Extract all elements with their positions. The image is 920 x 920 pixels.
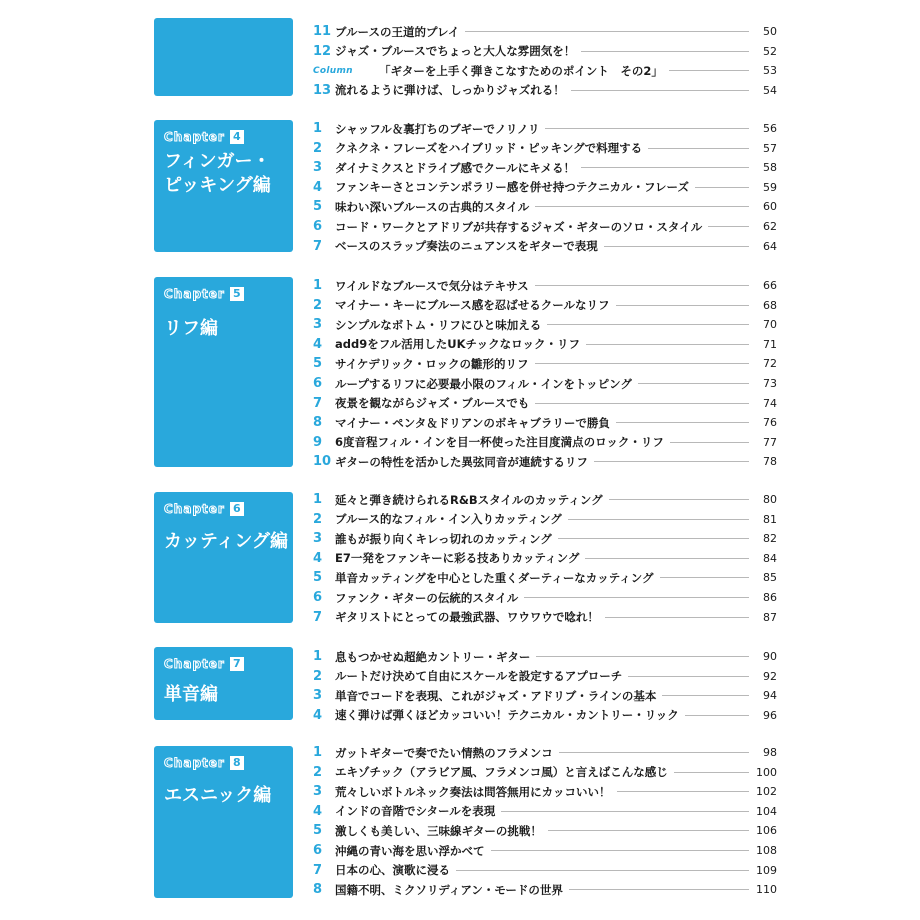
entry-number: 4 [313, 803, 323, 819]
entry-page-number: 84 [763, 551, 777, 565]
entry-page-number: 66 [763, 279, 777, 292]
entry-title: ジャズ・ブルースでちょっと大人な雰囲気を！ [335, 44, 576, 59]
leader-line [638, 383, 749, 384]
entry-page-number: 72 [763, 357, 777, 371]
entry-title: コード・ワークとアドリブが共存するジャズ・ギターのソロ・スタイル [335, 219, 703, 234]
entry-title: 荒々しいボトルネック奏法は問答無用にカッコいい！ [335, 784, 611, 799]
chapter-number: 5 [230, 287, 244, 301]
toc-entry[interactable] [313, 743, 777, 762]
entry-number: 12 [313, 43, 332, 59]
entry-number: 6 [313, 590, 323, 605]
entry-title: 「ギターを上手く弾きこなすためのポイント その2」 [379, 63, 663, 78]
leader-line [535, 403, 749, 404]
toc-entry[interactable] [313, 841, 777, 860]
entry-page-number: 106 [756, 824, 777, 838]
leader-line [559, 752, 749, 753]
entry-title: ブルースの王道的プレイ [335, 24, 460, 39]
entry-number: 1 [313, 492, 323, 507]
toc-entry[interactable] [313, 686, 777, 705]
toc-entry[interactable] [313, 61, 777, 80]
toc-entry[interactable] [313, 588, 777, 607]
entry-page-number: 56 [763, 122, 777, 135]
entry-number: 3 [313, 688, 323, 704]
entry-page-number: 76 [763, 416, 777, 430]
toc-entry[interactable] [313, 81, 777, 100]
entry-title: 6度音程フィル・インを目一杯使った注目度満点のロック・リフ [335, 435, 664, 450]
entry-number: 5 [313, 199, 323, 215]
entry-title: 日本の心、演歌に浸る [335, 863, 450, 878]
entry-title: 国籍不明、ミクソリディアン・モードの世界 [335, 882, 563, 897]
entry-number: 7 [313, 238, 323, 254]
chapter-title: フィンガー・ ピッキング編 [164, 151, 271, 196]
entry-page-number: 59 [763, 180, 777, 194]
leader-line [585, 558, 749, 559]
chapter-title: カッティング編 [164, 531, 289, 552]
entry-title: クネクネ・フレーズをハイブリッド・ピッキングで料理する [335, 141, 643, 156]
leader-line [547, 324, 749, 325]
entry-number: 1 [313, 745, 323, 760]
entry-page-number: 92 [763, 669, 777, 683]
entry-number: 1 [313, 649, 323, 664]
toc-entry[interactable] [313, 647, 777, 666]
entry-title: 味わい深いブルースの古典的スタイル [335, 199, 530, 214]
entry-page-number: 100 [756, 765, 777, 779]
leader-line [662, 695, 749, 696]
entry-number: 11 [313, 24, 332, 39]
toc-entry[interactable] [313, 42, 777, 61]
entry-number: 6 [313, 376, 323, 391]
entry-title: ギタリストにとっての最強武器、ワウワウで唸れ！ [335, 610, 599, 625]
entry-number: 1 [313, 278, 323, 293]
leader-line [536, 656, 749, 657]
entry-number: Column [313, 65, 353, 76]
entry-number: 1 [313, 121, 323, 136]
entry-title: ギターの特性を活かした異弦同音が連続するリフ [335, 454, 588, 469]
leader-line [569, 889, 749, 890]
toc-entry[interactable] [313, 22, 777, 41]
entry-title: インドの音階でシタールを表現 [335, 804, 496, 819]
entry-title: 単音カッティングを中心とした重くダーティーなカッティング [335, 570, 654, 585]
entry-number: 7 [313, 395, 323, 411]
toc-entry[interactable] [313, 510, 777, 529]
entry-title: ファンキーさとコンテンポラリー感を併せ持つテクニカル・フレーズ [335, 180, 689, 195]
toc-entry[interactable] [313, 763, 777, 782]
entry-page-number: 87 [763, 610, 777, 624]
toc-entry[interactable] [313, 237, 777, 256]
toc-entry[interactable] [313, 335, 777, 354]
leader-line [616, 305, 749, 306]
leader-line [524, 597, 749, 598]
entry-page-number: 94 [763, 689, 777, 703]
entry-title: シンプルなボトム・リフにひと味加える [335, 317, 542, 332]
entry-page-number: 109 [756, 863, 777, 877]
entry-title: マイナー・キーにブルース感を忍ばせるクールなリフ [335, 298, 610, 313]
entry-number: 7 [313, 862, 323, 878]
chapter-box [154, 277, 293, 467]
entry-number: 2 [313, 297, 323, 313]
entry-page-number: 73 [763, 377, 777, 390]
entry-title: 流れるように弾けば、しっかりジャズれる！ [335, 83, 565, 98]
entry-title: 誰もが振り向くキレっ切れのカッティング [335, 531, 552, 546]
entry-title: ファンク・ギターの伝統的スタイル [335, 590, 519, 605]
entry-title: サイケデリック・ロックの雛形的リフ [335, 356, 529, 371]
entry-number: 4 [313, 179, 323, 195]
chapter-title: 単音編 [164, 684, 218, 705]
entry-page-number: 58 [763, 161, 777, 175]
toc-entry[interactable] [313, 568, 777, 587]
entry-page-number: 60 [763, 200, 777, 214]
leader-line [670, 442, 749, 443]
leader-line [586, 344, 749, 345]
entry-number: 3 [313, 317, 323, 333]
toc-entry[interactable] [313, 608, 777, 627]
toc-entry[interactable] [313, 119, 777, 138]
entry-number: 13 [313, 82, 332, 98]
chapter-label [164, 287, 244, 301]
entry-page-number: 104 [756, 804, 777, 818]
toc-entry[interactable] [313, 880, 777, 899]
toc-entry[interactable] [313, 802, 777, 821]
entry-title: ガットギターで奏でたい情熱のフラメンコ [335, 745, 553, 760]
entry-title: add9をフル活用したUKチックなロック・リフ [335, 337, 580, 352]
entry-number: 7 [313, 609, 323, 625]
entry-page-number: 110 [756, 883, 777, 897]
chapter-box [154, 647, 293, 720]
chapter-title: エスニック編 [164, 785, 272, 806]
leader-line [571, 90, 749, 91]
entry-page-number: 96 [763, 708, 777, 722]
entry-number: 5 [313, 570, 323, 586]
entry-title: シャッフル＆裏打ちのブギーでノリノリ [335, 121, 540, 136]
chapter-number: 7 [230, 657, 244, 671]
leader-line [669, 70, 749, 71]
entry-number: 2 [313, 140, 323, 156]
leader-line [535, 285, 749, 286]
toc-entry[interactable] [313, 374, 777, 393]
entry-page-number: 108 [756, 844, 777, 857]
entry-page-number: 77 [763, 435, 777, 449]
chapter-word: Chapter [164, 657, 225, 671]
leader-line [456, 870, 749, 871]
toc-entry[interactable] [313, 217, 777, 236]
toc-entry[interactable] [313, 139, 777, 158]
toc-entry[interactable] [313, 354, 777, 373]
chapter-label [164, 657, 244, 671]
chapter-word: Chapter [164, 287, 225, 301]
entry-title: 速く弾けば弾くほどカッコいい！テクニカル・カントリー・リック [335, 708, 679, 723]
leader-line [708, 226, 749, 227]
entry-number: 2 [313, 764, 323, 780]
entry-title: 夜景を観ながらジャズ・ブルースでも [335, 396, 530, 411]
entry-page-number: 85 [763, 571, 777, 585]
entry-title: 息もつかせぬ超絶カントリー・ギター [335, 649, 531, 664]
entry-title: E7一発をファンキーに彩る技ありカッティング [335, 551, 580, 566]
toc-entry[interactable] [313, 394, 777, 413]
leader-line [609, 499, 749, 500]
entry-title: ルートだけ決めて自由にスケールを設定するアプローチ [335, 669, 623, 684]
entry-page-number: 50 [763, 25, 777, 38]
toc-entry[interactable] [313, 821, 777, 840]
leader-line [558, 538, 749, 539]
chapter-number: 4 [230, 130, 244, 144]
entry-number: 2 [313, 668, 323, 684]
entry-title: 激しくも美しい、三味線ギターの挑戦！ [335, 823, 542, 838]
leader-line [548, 830, 749, 831]
entry-number: 3 [313, 531, 323, 547]
entry-page-number: 64 [763, 239, 777, 253]
chapter-word: Chapter [164, 502, 225, 516]
toc-entry[interactable] [313, 782, 777, 801]
toc-entry[interactable] [313, 296, 777, 315]
entry-title: 沖縄の青い海を思い浮かべて [335, 843, 485, 858]
entry-number: 5 [313, 356, 323, 372]
entry-page-number: 70 [763, 318, 777, 332]
toc-entry[interactable] [313, 706, 777, 725]
entry-page-number: 98 [763, 746, 777, 759]
entry-page-number: 52 [763, 44, 777, 58]
entry-number: 3 [313, 160, 323, 176]
entry-title: ブルース的なフィル・イン入りカッティング [335, 512, 562, 527]
leader-line [605, 617, 749, 618]
chapter-box [154, 746, 293, 898]
chapter-word: Chapter [164, 130, 225, 144]
entry-number: 6 [313, 843, 323, 858]
chapter-box [154, 492, 293, 623]
entry-title: エキゾチック（アラビア風、フラメンコ風）と言えばこんな感じ [335, 765, 668, 780]
chapter-number: 8 [230, 756, 244, 770]
toc-entry[interactable] [313, 490, 777, 509]
entry-title: ダイナミクスとドライブ感でクールにキメる！ [335, 160, 576, 175]
leader-line [616, 422, 749, 423]
toc-entry[interactable] [313, 178, 777, 197]
toc-entry[interactable] [313, 315, 777, 334]
leader-line [501, 811, 749, 812]
leader-line [594, 461, 749, 462]
entry-page-number: 68 [763, 298, 777, 312]
entry-number: 6 [313, 219, 323, 234]
entry-page-number: 82 [763, 532, 777, 546]
toc-entry[interactable] [313, 529, 777, 548]
leader-line [617, 791, 749, 792]
entry-title: ワイルドなブルースで気分はテキサス [335, 278, 529, 293]
leader-line [535, 363, 749, 364]
entry-title: ベースのスラップ奏法のニュアンスをギターで表現 [335, 239, 598, 254]
entry-title: 延々と弾き続けられるR&Bスタイルのカッティング [335, 492, 603, 507]
entry-number: 8 [313, 415, 323, 431]
entry-page-number: 78 [763, 455, 777, 469]
leader-line [628, 676, 749, 677]
entry-number: 10 [313, 454, 332, 470]
leader-line [581, 167, 749, 168]
toc-entry[interactable] [313, 861, 777, 880]
entry-number: 3 [313, 784, 323, 800]
chapter-box [154, 120, 293, 252]
leader-line [465, 31, 749, 32]
chapter-label [164, 130, 244, 144]
entry-page-number: 57 [763, 141, 777, 155]
toc-entry[interactable] [313, 433, 777, 452]
toc-entry[interactable] [313, 197, 777, 216]
leader-line [568, 519, 749, 520]
entry-title: 単音でコードを表現、これがジャズ・アドリブ・ラインの基本 [335, 688, 657, 703]
entry-page-number: 86 [763, 591, 777, 604]
leader-line [535, 206, 749, 207]
leader-line [581, 51, 749, 52]
entry-title: ループするリフに必要最小限のフィル・インをトッピング [335, 376, 632, 391]
entry-page-number: 54 [763, 83, 777, 97]
entry-page-number: 62 [763, 220, 777, 233]
toc-entry[interactable] [313, 413, 777, 432]
entry-page-number: 90 [763, 650, 777, 663]
toc-entry[interactable] [313, 667, 777, 686]
entry-title: マイナー・ペンタ＆ドリアンのボキャブラリーで勝負 [335, 415, 610, 430]
leader-line [674, 772, 749, 773]
toc-entry[interactable] [313, 276, 777, 295]
entry-page-number: 80 [763, 493, 777, 506]
entry-number: 5 [313, 823, 323, 839]
leader-line [604, 246, 749, 247]
leader-line [491, 850, 750, 851]
leader-line [695, 187, 749, 188]
entry-number: 8 [313, 882, 323, 898]
entry-number: 4 [313, 707, 323, 723]
chapter-label [164, 756, 244, 770]
entry-number: 9 [313, 434, 323, 450]
leader-line [685, 715, 749, 716]
toc-entry[interactable] [313, 158, 777, 177]
chapter-number: 6 [230, 502, 244, 516]
chapter-box [154, 18, 293, 96]
toc-entry[interactable] [313, 549, 777, 568]
entry-number: 2 [313, 511, 323, 527]
chapter-word: Chapter [164, 756, 225, 770]
entry-page-number: 74 [763, 396, 777, 410]
entry-number: 4 [313, 550, 323, 566]
entry-page-number: 71 [763, 337, 777, 351]
entry-page-number: 53 [763, 64, 777, 78]
entry-page-number: 102 [756, 785, 777, 799]
leader-line [660, 577, 749, 578]
leader-line [648, 148, 749, 149]
chapter-title: リフ編 [164, 318, 218, 339]
toc-entry[interactable] [313, 452, 777, 471]
chapter-label [164, 502, 244, 516]
entry-number: 4 [313, 336, 323, 352]
entry-page-number: 81 [763, 512, 777, 526]
leader-line [545, 128, 749, 129]
